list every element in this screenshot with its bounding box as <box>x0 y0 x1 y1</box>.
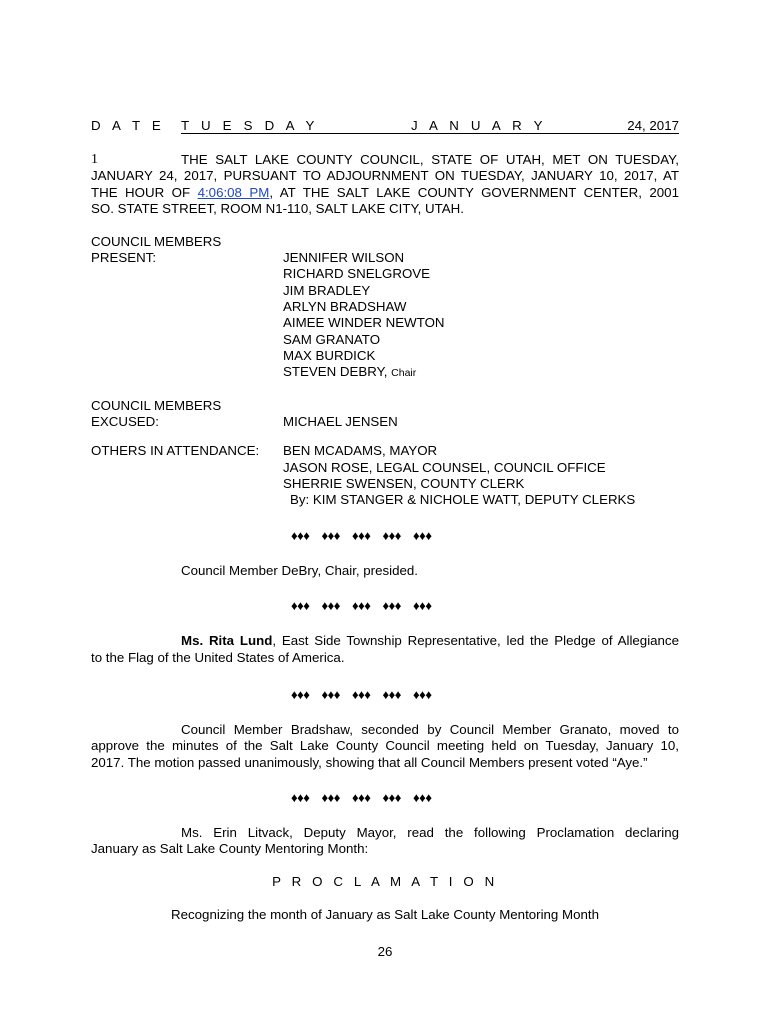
pledge-name: Ms. Rita Lund <box>181 633 273 648</box>
minutes-line-2: approve the minutes of the Salt Lake County Council meeting held on Tuesday, January 10, <box>91 738 679 753</box>
separator-diamonds: ♦♦♦ ♦♦♦ ♦♦♦ ♦♦♦ ♦♦♦ <box>291 598 432 613</box>
member-name: SAM GRANATO <box>283 332 381 347</box>
pledge-line-1 <box>181 633 679 648</box>
others-line: JASON ROSE, LEGAL COUNSEL, COUNCIL OFFICE <box>283 460 606 475</box>
separator-diamonds: ♦♦♦ ♦♦♦ ♦♦♦ ♦♦♦ ♦♦♦ <box>291 790 432 805</box>
excused-label-2: EXCUSED: <box>91 414 159 429</box>
intro-line-3-prefix: THE HOUR OF <box>91 185 191 200</box>
pledge-line-1-rest: , East Side Township Representative, led the Pledge of Allegiance <box>272 633 679 648</box>
present-label-2: PRESENT: <box>91 250 157 265</box>
others-line: BEN MCADAMS, MAYOR <box>283 443 438 458</box>
excused-member: MICHAEL JENSEN <box>283 414 398 429</box>
header-date: 24, 2017 <box>627 118 679 133</box>
separator-diamonds: ♦♦♦ ♦♦♦ ♦♦♦ ♦♦♦ ♦♦♦ <box>291 687 432 702</box>
others-line: By: KIM STANGER & NICHOLE WATT, DEPUTY CLERKS <box>290 492 636 507</box>
minutes-line-3: 2017. The motion passed unanimously, showing that all Council Members present voted “Aye.” <box>91 755 648 770</box>
proclamation-subtitle: Recognizing the month of January as Salt Lake County Mentoring Month <box>171 907 599 922</box>
header-day: T U E S D A Y <box>181 118 319 133</box>
member-name: RICHARD SNELGROVE <box>283 266 431 281</box>
chair-title: Chair <box>391 367 417 379</box>
litvack-line-1: Ms. Erin Litvack, Deputy Mayor, read the following Proclamation declaring <box>181 825 679 840</box>
presided-text: Council Member DeBry, Chair, presided. <box>181 563 418 578</box>
chair-member <box>283 364 416 379</box>
intro-line-4: SO. STATE STREET, ROOM N1-110, SALT LAKE CITY, UTAH. <box>91 201 464 216</box>
member-name: JENNIFER WILSON <box>283 250 405 265</box>
pledge-line-2: to the Flag of the United States of America. <box>91 650 345 665</box>
page-number: 26 <box>377 944 393 959</box>
proclamation-title: P R O C L A M A T I O N <box>272 874 498 889</box>
intro-line-2: JANUARY 24, 2017, PURSUANT TO ADJOURNMENT ON TUESDAY, JANUARY 10, 2017, AT <box>91 168 679 183</box>
excused-label-1: COUNCIL MEMBERS <box>91 398 222 413</box>
minutes-page <box>91 0 679 1024</box>
member-name: AIMEE WINDER NEWTON <box>283 315 445 330</box>
header-month: J A N U A R Y <box>411 118 547 133</box>
present-label-1: COUNCIL MEMBERS <box>91 234 222 249</box>
intro-line-1: THE SALT LAKE COUNTY COUNCIL, STATE OF UTAH, MET ON TUESDAY, <box>181 152 679 167</box>
litvack-line-2: January as Salt Lake County Mentoring Month: <box>91 841 369 856</box>
separator-diamonds: ♦♦♦ ♦♦♦ ♦♦♦ ♦♦♦ ♦♦♦ <box>291 528 432 543</box>
time-link[interactable]: 4:06:08 PM <box>197 185 270 200</box>
minutes-line-1: Council Member Bradshaw, seconded by Council Member Granato, moved to <box>181 722 679 737</box>
member-name: JIM BRADLEY <box>283 283 371 298</box>
intro-line-3 <box>91 185 679 200</box>
member-name: ARLYN BRADSHAW <box>283 299 407 314</box>
date-label: D A T E <box>91 118 165 133</box>
intro-line-3-suffix: , AT THE SALT LAKE COUNTY GOVERNMENT CENTER, 2001 <box>269 185 679 200</box>
others-line: SHERRIE SWENSEN, COUNTY CLERK <box>283 476 525 491</box>
others-label: OTHERS IN ATTENDANCE: <box>91 443 260 458</box>
paragraph-number: 1 <box>91 152 98 167</box>
chair-name: STEVEN DEBRY, <box>283 364 388 379</box>
member-name: MAX BURDICK <box>283 348 376 363</box>
